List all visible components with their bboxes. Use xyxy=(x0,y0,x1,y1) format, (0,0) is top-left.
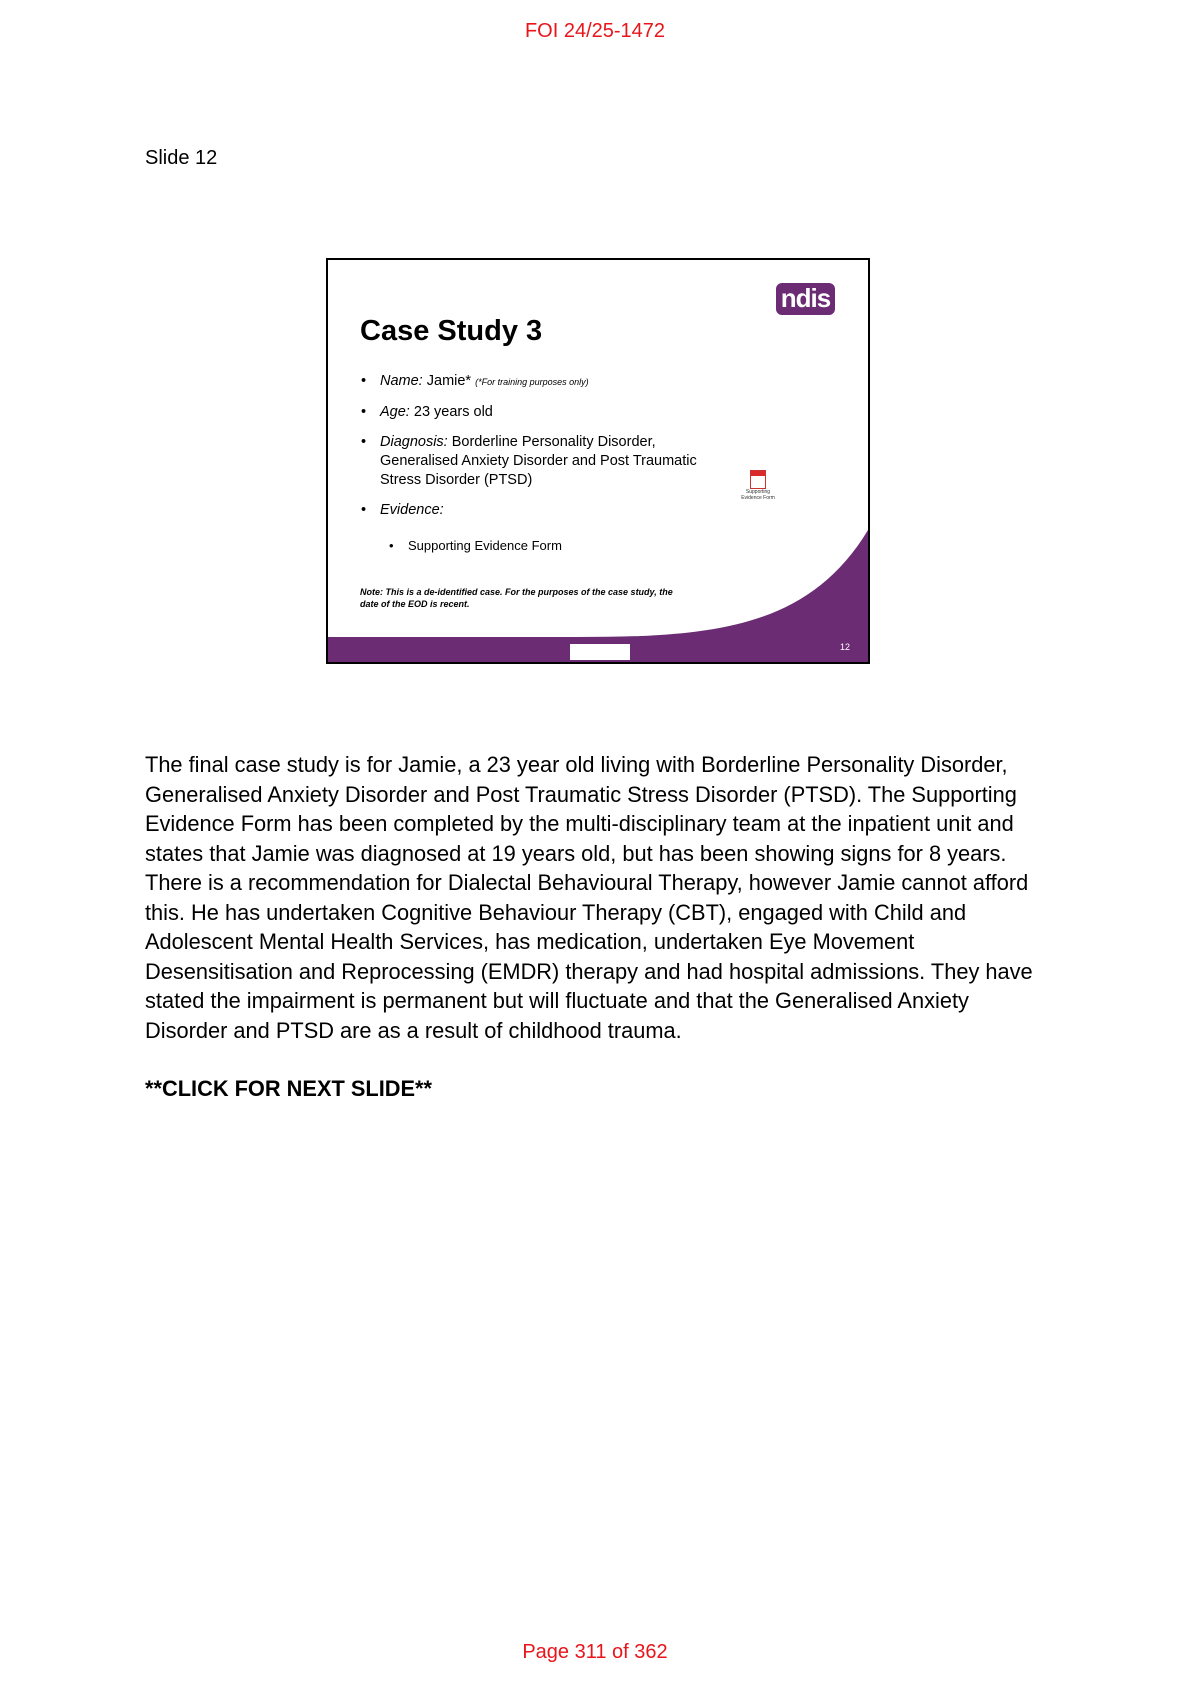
page-number: Page 311 of 362 xyxy=(522,1641,668,1663)
bullet-evidence: • Evidence: xyxy=(360,501,700,520)
slide-thumbnail xyxy=(326,258,870,664)
bullet-evidence-sub: • Supporting Evidence Form xyxy=(388,536,700,555)
bullet-age: • Age: 23 years old xyxy=(360,403,700,422)
pdf-attachment[interactable] xyxy=(738,470,778,501)
slide-label: Slide 12 xyxy=(145,147,218,169)
bullet-name: • Name: Jamie* (*For training purposes only) xyxy=(360,372,700,392)
slide-note: Note: This is a de-identified case. For the purposes of the case study, the date of the EOD is recent. xyxy=(360,587,673,609)
pdf-attachment-caption: Supporting Evidence Form xyxy=(741,489,775,501)
slide-title: Case Study 3 xyxy=(360,315,543,347)
slide-bullet-list xyxy=(360,372,700,566)
foi-reference: FOI 24/25-1472 xyxy=(524,20,666,42)
slide-number: 12 xyxy=(839,642,850,652)
bullet-diagnosis: • Diagnosis: Borderline Personality Disorder, Generalised Anxiety Disorder and Post Traumatic Stress Disorder (PTSD) xyxy=(360,433,700,490)
speaker-notes-paragraph: The final case study is for Jamie, a 23 year old living with Borderline Personality Disorder, Generalised Anxiety Disorder and Post Traumatic Stress Disorder (PTSD). The Supporting Evidence Form has been completed by the multi-disciplinary team at the inpatient unit and states that Jamie was diagnosed at 19 years old, but has been showing signs for 8 years. There is a recommendation for Dialectal Behavioural Therapy, however Jamie cannot afford this. He has undertaken Cognitive Behaviour Therapy (CBT), engaged with Child and Adolescent Mental Health Services, has medication, undertaken Eye Movement Desensitisation and Reprocessing (EMDR) therapy and had hospital admissions. They have stated the impairment is permanent but will fluctuate and that the Generalised Anxiety Disorder and PTSD are as a result of childhood trauma. xyxy=(145,752,1033,1043)
ndis-logo: ndis xyxy=(776,283,835,315)
pdf-file-icon xyxy=(750,470,766,489)
slide-footer-box xyxy=(570,644,630,660)
next-slide-prompt: **CLICK FOR NEXT SLIDE** xyxy=(145,1076,433,1101)
